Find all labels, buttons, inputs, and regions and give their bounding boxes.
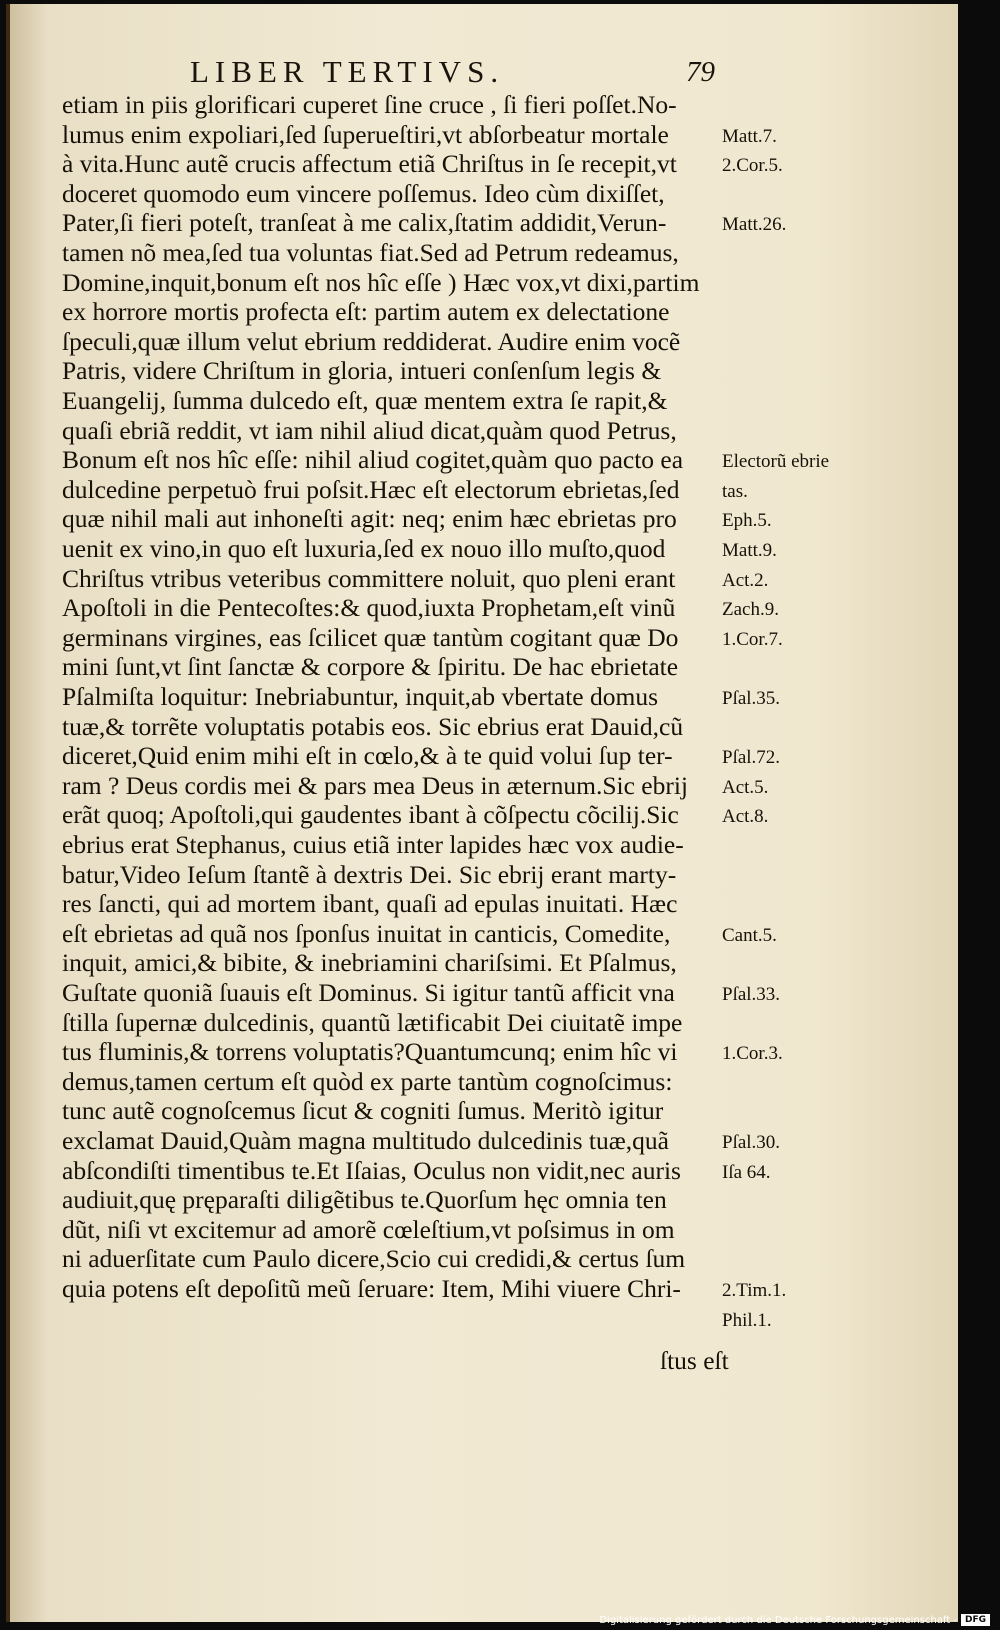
text-line: abſcondiſti timentibus te.Et Iſaias, Oculus non vidit,nec auris	[62, 1155, 681, 1185]
text-line: batur,Video Ieſum ſtantẽ à dextris Dei. Sic ebrij erant marty-	[62, 859, 677, 889]
text-line: ex horrore mortis profecta eſt: partim autem ex delectatione	[62, 297, 670, 327]
text-line: inquit, amici,& bibite, & inebriamini chariſsimi. Et Pſalmus,	[62, 948, 677, 978]
marginal-note: Act.8.	[722, 806, 769, 828]
marginal-note: tas.	[722, 480, 748, 502]
text-line: ni aduerſitate cum Paulo dicere,Scio cui credidi,& certus ſum	[62, 1244, 686, 1274]
text-line: ebrius erat Stephanus, cuius etiã inter lapides hæc vox audie-	[62, 830, 684, 859]
marginal-note: Pſal.33.	[722, 984, 781, 1005]
text-line: tunc autẽ cognoſcemus ſicut & cogniti ſumus. Meritò igitur	[62, 1096, 664, 1126]
text-line: ram ? Deus cordis mei & pars mea Deus in æternum.Sic ebrij	[62, 770, 689, 800]
marginal-note: Pſal.72.	[722, 747, 781, 769]
text-line: ſtilla ſupernæ dulcedinis, quantũ lætificabit Dei ciuitatẽ impe	[62, 1007, 683, 1037]
marginal-note: 2.Cor.5.	[722, 155, 783, 177]
text-line: Apoſtoli in die Pentecoſtes:& quod,iuxta Prophetam,eſt vinũ	[62, 593, 676, 623]
text-line: diceret,Quid enim mihi eſt in cœlo,& à te quid volui ſup ter-	[62, 741, 673, 771]
text-line: Euangelij, ſumma dulcedo eſt, quæ mentem extra ſe rapit,&	[62, 386, 668, 415]
marginal-note: Matt.9.	[722, 540, 777, 561]
text-line: quæ nihil mali aut inhoneſti agit: neq; enim hæc ebrietas pro	[62, 504, 677, 534]
marginal-note: Act.2.	[722, 569, 769, 591]
marginal-note: Matt.7.	[722, 125, 777, 147]
credit-text: Digitalisierung gefördert durch die Deutsche Forschungsgemeinschaft -	[599, 1614, 957, 1626]
text-line: uenit ex vino,in quo eſt luxuria,ſed ex nouo illo muſto,quod	[62, 534, 666, 563]
text-line: audiuit,quę pręparaſti diligẽtibus te.Quorſum hęc omnia ten	[62, 1185, 667, 1215]
text-line: doceret quomodo eum vincere poſſemus. Ideo cùm dixiſſet,	[62, 178, 665, 208]
text-line: demus,tamen certum eſt quòd ex parte tantùm cognoſcimus:	[62, 1066, 673, 1096]
text-line: eſt ebrietas ad quã nos ſponſus inuitat in canticis, Comedite,	[62, 918, 671, 948]
text-line: Guſtate quoniã ſuauis eſt Dominus. Si igitur tantũ afficit vna	[62, 978, 675, 1007]
page-number: 79	[686, 56, 715, 88]
marginal-note: 2.Tim.1.	[722, 1280, 787, 1301]
text-line: Bonum eſt nos hîc eſſe: nihil aliud cogitet,quàm quo pacto ea	[62, 445, 684, 475]
marginal-note: Act.5.	[722, 776, 769, 798]
text-line: etiam in piis glorificari cuperet ſine cruce , ſi fieri poſſet.No-	[62, 90, 677, 119]
marginal-note: Pſal.30.	[722, 1132, 781, 1153]
text-line: res ſancti, qui ad mortem ibant, quaſi ad epulas inuitati. Hæc	[62, 889, 678, 919]
text-line: dulcedine perpetuò frui poſsit.Hæc eſt electorum ebrietas,ſed	[62, 474, 680, 504]
text-line: Pater,ſi fieri poteſt, tranſeat à me calix,ſtatim addidit,Verun-	[62, 208, 667, 238]
text-line: Chriſtus vtribus veteribus committere noluit, quo pleni erant	[62, 563, 676, 593]
marginal-note: Zach.9.	[722, 599, 779, 621]
text-line: Patris, videre Chriſtum in gloria, intueri conſenſum legis &	[62, 356, 662, 386]
marginal-note: 1.Cor.7.	[722, 628, 783, 650]
marginal-note: Eph.5.	[722, 510, 772, 532]
marginal-note: Pſal.35.	[722, 688, 781, 709]
text-line: tamen nõ mea,ſed tua voluntas fiat.Sed ad Petrum redeamus,	[62, 238, 679, 267]
text-line: Pſalmiſta loquitur: Inebriabuntur, inquit,ab vbertate domus	[62, 682, 658, 711]
marginal-note: Iſa 64.	[722, 1161, 771, 1183]
marginal-note: Electorũ ebrie	[722, 451, 830, 473]
marginal-note: Phil.1.	[722, 1309, 772, 1331]
text-line: exclamat Dauid,Quàm magna multitudo dulcedinis tuæ,quã	[62, 1126, 669, 1155]
book-page	[6, 4, 958, 1622]
text-line: germinans virgines, eas ſcilicet quæ tantùm cogitant quæ Do	[62, 622, 679, 652]
text-line: lumus enim expoliari,ſed ſuperueſtiri,vt abſorbeatur mortale	[62, 119, 669, 149]
text-line: ſpeculi,quæ illum velut ebrium reddiderat. Audire enim vocẽ	[62, 326, 681, 356]
text-line: mini ſunt,vt ſint ſanctæ & corpore & ſpiritu. De hac ebrietate	[62, 652, 679, 682]
marginal-note: 1.Cor.3.	[722, 1043, 783, 1065]
marginal-note: Matt.26.	[722, 214, 787, 236]
running-title: LIBER TERTIVS.	[190, 54, 505, 89]
catchword: ſtus eſt	[660, 1346, 729, 1375]
text-line: tus fluminis,& torrens voluptatis?Quantumcunq; enim hîc vi	[62, 1037, 678, 1067]
dfg-logo: DFG	[961, 1614, 990, 1626]
text-line: quaſi ebriã reddit, vt iam nihil aliud dicat,quàm quod Petrus,	[62, 415, 677, 445]
text-line: Domine,inquit,bonum eſt nos hîc eſſe ) Hæc vox,vt dixi,partim	[62, 267, 700, 297]
marginal-note: Cant.5.	[722, 924, 777, 946]
text-line: tuæ,& torrẽte voluptatis potabis eos. Sic ebrius erat Dauid,cũ	[62, 711, 684, 741]
text-line: quia potens eſt depoſitũ meũ ſeruare: Item, Mihi viuere Chri-	[62, 1274, 681, 1303]
digitization-credit	[599, 1614, 990, 1626]
text-line: dũt, niſi vt excitemur ad amorẽ cœleſtium,vt poſsimus in om	[62, 1214, 675, 1244]
text-line: à vita.Hunc autẽ crucis affectum etiã Chriſtus in ſe recepit,vt	[62, 149, 677, 179]
text-line: erãt quoq; Apoſtoli,qui gaudentes ibant à cõſpectu cõcilij.Sic	[62, 800, 679, 830]
